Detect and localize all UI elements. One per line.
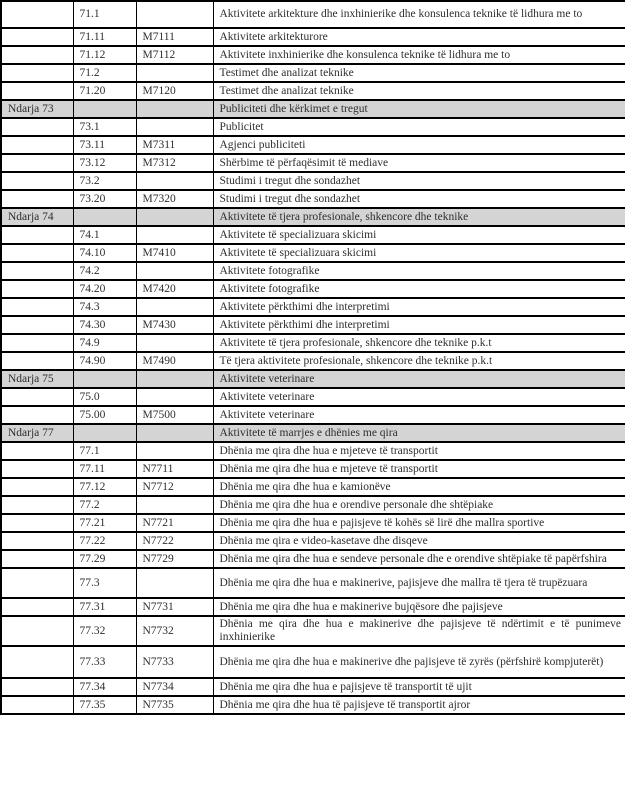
nace-code-cell: N7721 bbox=[136, 514, 213, 532]
division-cell bbox=[1, 298, 73, 316]
table-row bbox=[1, 550, 625, 568]
code-cell: 77.34 bbox=[73, 678, 136, 696]
code-cell: 71.1 bbox=[73, 1, 136, 28]
division-cell bbox=[1, 388, 73, 406]
code-cell: 77.32 bbox=[73, 616, 136, 646]
code-cell: 73.1 bbox=[73, 118, 136, 136]
division-cell bbox=[1, 460, 73, 478]
description-cell: Aktivitete të specializuara skicimi bbox=[213, 226, 625, 244]
division-cell bbox=[1, 406, 73, 424]
nace-code-cell: N7722 bbox=[136, 532, 213, 550]
nace-code-cell: M7120 bbox=[136, 82, 213, 100]
code-cell: 77.3 bbox=[73, 568, 136, 598]
nace-code-cell: N7732 bbox=[136, 616, 213, 646]
code-cell: 73.11 bbox=[73, 136, 136, 154]
nace-code-cell: M7112 bbox=[136, 46, 213, 64]
description-cell: Publicitet bbox=[213, 118, 625, 136]
nace-code-cell: M7311 bbox=[136, 136, 213, 154]
code-cell: 74.9 bbox=[73, 334, 136, 352]
code-cell: 74.3 bbox=[73, 298, 136, 316]
description-cell: Aktivitete të tjera profesionale, shkencore dhe teknike bbox=[213, 208, 625, 226]
nace-code-cell bbox=[136, 118, 213, 136]
nace-code-cell: N7729 bbox=[136, 550, 213, 568]
description-cell: Aktivitete të marrjes e dhënies me qira bbox=[213, 424, 625, 442]
division-cell bbox=[1, 352, 73, 370]
table-row bbox=[1, 28, 625, 46]
description-cell: Dhënia me qira dhe hua e orendive personale dhe shtëpiake bbox=[213, 496, 625, 514]
nace-code-cell: M7410 bbox=[136, 244, 213, 262]
division-cell bbox=[1, 616, 73, 646]
table-row bbox=[1, 82, 625, 100]
table-row bbox=[1, 136, 625, 154]
nace-code-cell: N7711 bbox=[136, 460, 213, 478]
division-cell: Ndarja 74 bbox=[1, 208, 73, 226]
nace-code-cell: M7430 bbox=[136, 316, 213, 334]
code-cell: 77.12 bbox=[73, 478, 136, 496]
nace-code-cell bbox=[136, 388, 213, 406]
table-row bbox=[1, 646, 625, 678]
nace-code-cell bbox=[136, 262, 213, 280]
table-row bbox=[1, 334, 625, 352]
description-cell: Dhënia me qira dhe hua e sendeve personale dhe e orendive shtëpiake të papërfshira bbox=[213, 550, 625, 568]
description-cell: Aktivitete përkthimi dhe interpretimi bbox=[213, 298, 625, 316]
code-cell: 77.29 bbox=[73, 550, 136, 568]
table-row bbox=[1, 496, 625, 514]
code-cell: 73.12 bbox=[73, 154, 136, 172]
description-cell: Aktivitete veterinare bbox=[213, 388, 625, 406]
description-cell: Dhënia me qira dhe hua e kamionëve bbox=[213, 478, 625, 496]
division-cell bbox=[1, 678, 73, 696]
description-cell: Aktivitete përkthimi dhe interpretimi bbox=[213, 316, 625, 334]
division-cell bbox=[1, 478, 73, 496]
division-cell bbox=[1, 696, 73, 714]
code-cell bbox=[73, 424, 136, 442]
description-cell: Aktivitete të tjera profesionale, shkencore dhe teknike p.k.t bbox=[213, 334, 625, 352]
division-cell bbox=[1, 280, 73, 298]
division-cell bbox=[1, 136, 73, 154]
description-cell: Publiciteti dhe kërkimet e tregut bbox=[213, 100, 625, 118]
division-cell bbox=[1, 154, 73, 172]
description-cell: Aktivitete inxhinierike dhe konsulenca teknike të lidhura me to bbox=[213, 46, 625, 64]
description-cell: Dhënia me qira e video-kasetave dhe disqeve bbox=[213, 532, 625, 550]
description-cell: Aktivitete të specializuara skicimi bbox=[213, 244, 625, 262]
table-row bbox=[1, 154, 625, 172]
code-cell: 74.90 bbox=[73, 352, 136, 370]
code-cell: 75.0 bbox=[73, 388, 136, 406]
code-cell: 77.21 bbox=[73, 514, 136, 532]
division-cell bbox=[1, 598, 73, 616]
nace-code-cell: N7712 bbox=[136, 478, 213, 496]
code-cell: 74.2 bbox=[73, 262, 136, 280]
table-row bbox=[1, 616, 625, 646]
code-cell: 74.1 bbox=[73, 226, 136, 244]
code-cell: 71.2 bbox=[73, 64, 136, 82]
code-cell: 77.22 bbox=[73, 532, 136, 550]
table-row bbox=[1, 226, 625, 244]
section-header-row bbox=[1, 424, 625, 442]
table-row bbox=[1, 352, 625, 370]
division-cell bbox=[1, 226, 73, 244]
description-cell: Dhënia me qira dhe hua e mjeteve të transportit bbox=[213, 460, 625, 478]
code-cell bbox=[73, 370, 136, 388]
description-cell: Dhënia me qira dhe hua e makinerive, pajisjeve dhe mallra të tjera të trupëzuara bbox=[213, 568, 625, 598]
code-cell: 77.31 bbox=[73, 598, 136, 616]
description-cell: Aktivitete veterinare bbox=[213, 370, 625, 388]
table-row bbox=[1, 442, 625, 460]
description-cell: Aktivitete arkitekturore bbox=[213, 28, 625, 46]
description-cell: Dhënia me qira dhe hua e makinerive bujqësore dhe pajisjeve bbox=[213, 598, 625, 616]
division-cell bbox=[1, 442, 73, 460]
description-cell: Testimet dhe analizat teknike bbox=[213, 82, 625, 100]
table-row bbox=[1, 598, 625, 616]
nace-code-cell bbox=[136, 226, 213, 244]
division-cell: Ndarja 77 bbox=[1, 424, 73, 442]
nace-code-cell bbox=[136, 172, 213, 190]
description-cell: Testimet dhe analizat teknike bbox=[213, 64, 625, 82]
description-cell: Dhënia me qira dhe hua të pajisjeve të transportit ajror bbox=[213, 696, 625, 714]
nace-code-cell: M7312 bbox=[136, 154, 213, 172]
nace-code-cell bbox=[136, 568, 213, 598]
table-row bbox=[1, 1, 625, 28]
division-cell bbox=[1, 172, 73, 190]
nace-code-cell: M7420 bbox=[136, 280, 213, 298]
division-cell bbox=[1, 64, 73, 82]
table-row bbox=[1, 172, 625, 190]
code-cell: 77.35 bbox=[73, 696, 136, 714]
nace-code-cell bbox=[136, 496, 213, 514]
description-cell: Aktivitete fotografike bbox=[213, 262, 625, 280]
code-cell: 71.20 bbox=[73, 82, 136, 100]
table-row bbox=[1, 406, 625, 424]
description-cell: Dhënia me qira dhe hua e mjeteve të transportit bbox=[213, 442, 625, 460]
division-cell bbox=[1, 82, 73, 100]
table-row bbox=[1, 532, 625, 550]
table-row bbox=[1, 244, 625, 262]
description-cell: Të tjera aktivitete profesionale, shkencore dhe teknike p.k.t bbox=[213, 352, 625, 370]
division-cell bbox=[1, 118, 73, 136]
nace-code-cell: M7320 bbox=[136, 190, 213, 208]
nace-code-cell bbox=[136, 334, 213, 352]
table-row bbox=[1, 514, 625, 532]
nace-code-cell: M7490 bbox=[136, 352, 213, 370]
description-cell: Agjenci publiciteti bbox=[213, 136, 625, 154]
table-row bbox=[1, 316, 625, 334]
code-cell: 77.33 bbox=[73, 646, 136, 678]
description-cell: Studimi i tregut dhe sondazhet bbox=[213, 172, 625, 190]
nace-code-cell: M7111 bbox=[136, 28, 213, 46]
table-row bbox=[1, 64, 625, 82]
table-row bbox=[1, 696, 625, 714]
nace-code-cell bbox=[136, 424, 213, 442]
code-cell: 74.30 bbox=[73, 316, 136, 334]
table-row bbox=[1, 478, 625, 496]
code-cell: 77.1 bbox=[73, 442, 136, 460]
nace-code-cell: N7735 bbox=[136, 696, 213, 714]
code-cell: 74.20 bbox=[73, 280, 136, 298]
code-cell: 73.2 bbox=[73, 172, 136, 190]
division-cell bbox=[1, 46, 73, 64]
section-header-row bbox=[1, 208, 625, 226]
division-cell: Ndarja 75 bbox=[1, 370, 73, 388]
description-cell: Aktivitete fotografike bbox=[213, 280, 625, 298]
table-row bbox=[1, 118, 625, 136]
table-row bbox=[1, 298, 625, 316]
nace-code-cell bbox=[136, 64, 213, 82]
section-header-row bbox=[1, 100, 625, 118]
nace-code-cell bbox=[136, 442, 213, 460]
nace-code-cell bbox=[136, 1, 213, 28]
table-row bbox=[1, 388, 625, 406]
description-cell: Dhënia me qira dhe hua e makinerive dhe pajisjeve të ndërtimit e të punimeve inxhinierike bbox=[213, 616, 625, 646]
description-cell: Dhënia me qira dhe hua e makinerive dhe pajisjeve të zyrës (përfshirë kompjuterët) bbox=[213, 646, 625, 678]
description-cell: Dhënia me qira dhe hua e pajisjeve të kohës së lirë dhe mallra sportive bbox=[213, 514, 625, 532]
nace-code-cell: M7500 bbox=[136, 406, 213, 424]
division-cell bbox=[1, 646, 73, 678]
table-row bbox=[1, 46, 625, 64]
code-cell: 77.11 bbox=[73, 460, 136, 478]
code-cell: 73.20 bbox=[73, 190, 136, 208]
division-cell bbox=[1, 244, 73, 262]
description-cell: Shërbime të përfaqësimit të mediave bbox=[213, 154, 625, 172]
division-cell bbox=[1, 550, 73, 568]
table-row bbox=[1, 262, 625, 280]
nace-code-cell bbox=[136, 370, 213, 388]
nace-code-cell bbox=[136, 298, 213, 316]
division-cell bbox=[1, 190, 73, 208]
nace-code-cell: N7731 bbox=[136, 598, 213, 616]
division-cell bbox=[1, 316, 73, 334]
table-row bbox=[1, 460, 625, 478]
code-cell: 77.2 bbox=[73, 496, 136, 514]
division-cell bbox=[1, 28, 73, 46]
division-cell bbox=[1, 1, 73, 28]
code-cell: 71.12 bbox=[73, 46, 136, 64]
nace-code-cell: N7734 bbox=[136, 678, 213, 696]
division-cell bbox=[1, 532, 73, 550]
nace-code-cell: N7733 bbox=[136, 646, 213, 678]
classification-table-body bbox=[1, 1, 625, 714]
table-row bbox=[1, 568, 625, 598]
section-header-row bbox=[1, 370, 625, 388]
table-row bbox=[1, 280, 625, 298]
division-cell bbox=[1, 496, 73, 514]
code-cell bbox=[73, 208, 136, 226]
division-cell bbox=[1, 514, 73, 532]
nace-code-cell bbox=[136, 100, 213, 118]
nace-code-cell bbox=[136, 208, 213, 226]
division-cell bbox=[1, 568, 73, 598]
code-cell: 71.11 bbox=[73, 28, 136, 46]
division-cell: Ndarja 73 bbox=[1, 100, 73, 118]
division-cell bbox=[1, 262, 73, 280]
code-cell: 75.00 bbox=[73, 406, 136, 424]
table-row bbox=[1, 678, 625, 696]
table-row bbox=[1, 190, 625, 208]
code-cell bbox=[73, 100, 136, 118]
description-cell: Aktivitete arkitekture dhe inxhinierike dhe konsulenca teknike të lidhura me to bbox=[213, 1, 625, 28]
description-cell: Studimi i tregut dhe sondazhet bbox=[213, 190, 625, 208]
description-cell: Dhënia me qira dhe hua e pajisjeve të transportit të ujit bbox=[213, 678, 625, 696]
code-cell: 74.10 bbox=[73, 244, 136, 262]
description-cell: Aktivitete veterinare bbox=[213, 406, 625, 424]
division-cell bbox=[1, 334, 73, 352]
